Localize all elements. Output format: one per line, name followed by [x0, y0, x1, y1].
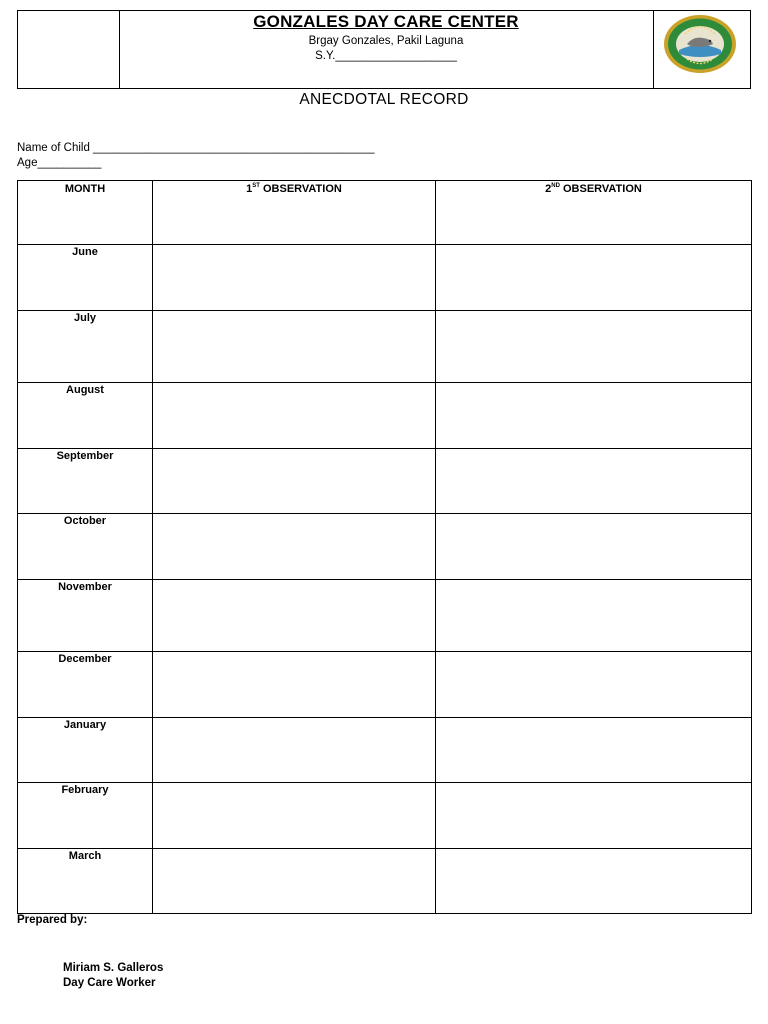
observation-cell[interactable]	[436, 383, 752, 449]
document-title: ANECDOTAL RECORD	[299, 91, 469, 108]
observation-cell[interactable]	[153, 580, 436, 652]
month-cell: October	[18, 514, 153, 580]
school-year-field: S.Y.___________________	[315, 50, 457, 62]
table-row	[18, 311, 752, 383]
anecdotal-record-table	[17, 180, 752, 914]
observation-cell[interactable]	[436, 311, 752, 383]
observation-cell[interactable]	[436, 652, 752, 718]
barangay-seal-logo	[663, 14, 737, 74]
month-cell: December	[18, 652, 153, 718]
header-divider	[653, 10, 654, 89]
table-row	[18, 514, 752, 580]
observation-cell[interactable]	[436, 849, 752, 914]
observation-cell[interactable]	[153, 783, 436, 849]
month-cell: August	[18, 383, 153, 449]
table-row	[18, 245, 752, 311]
observation-cell[interactable]	[436, 514, 752, 580]
table-header-row	[18, 181, 752, 245]
observation-cell[interactable]	[436, 718, 752, 783]
table-row	[18, 849, 752, 914]
header-divider	[750, 10, 751, 89]
signer-name: Miriam S. Galleros	[63, 962, 164, 974]
child-name-field[interactable]: Name of Child ____________________________________________	[17, 142, 375, 154]
table-row	[18, 580, 752, 652]
observation-cell[interactable]	[153, 245, 436, 311]
header-divider	[17, 10, 18, 89]
month-column-header: MONTH	[18, 181, 153, 245]
first-observation-header: 1ST OBSERVATION	[153, 181, 436, 245]
table-row	[18, 718, 752, 783]
observation-cell[interactable]	[153, 311, 436, 383]
observation-cell[interactable]	[153, 849, 436, 914]
observation-cell[interactable]	[436, 449, 752, 514]
observation-cell[interactable]	[436, 245, 752, 311]
observation-cell[interactable]	[153, 449, 436, 514]
table-row	[18, 449, 752, 514]
month-cell: June	[18, 245, 153, 311]
table-row	[18, 383, 752, 449]
observation-cell[interactable]	[436, 783, 752, 849]
month-cell: July	[18, 311, 153, 383]
month-cell: March	[18, 849, 153, 914]
observation-cell[interactable]	[153, 718, 436, 783]
org-address: Brgay Gonzales, Pakil Laguna	[308, 35, 464, 47]
table-row	[18, 783, 752, 849]
observation-cell[interactable]	[153, 514, 436, 580]
second-observation-header: 2ND OBSERVATION	[436, 181, 752, 245]
table-row	[18, 652, 752, 718]
month-cell: January	[18, 718, 153, 783]
signer-role: Day Care Worker	[63, 977, 156, 989]
month-cell: September	[18, 449, 153, 514]
child-age-field[interactable]: Age__________	[17, 157, 102, 169]
observation-cell[interactable]	[153, 652, 436, 718]
prepared-by-label: Prepared by:	[17, 914, 88, 926]
month-cell: February	[18, 783, 153, 849]
observation-cell[interactable]	[153, 383, 436, 449]
observation-cell[interactable]	[436, 580, 752, 652]
month-cell: November	[18, 580, 153, 652]
org-name: GONZALES DAY CARE CENTER	[253, 12, 519, 31]
